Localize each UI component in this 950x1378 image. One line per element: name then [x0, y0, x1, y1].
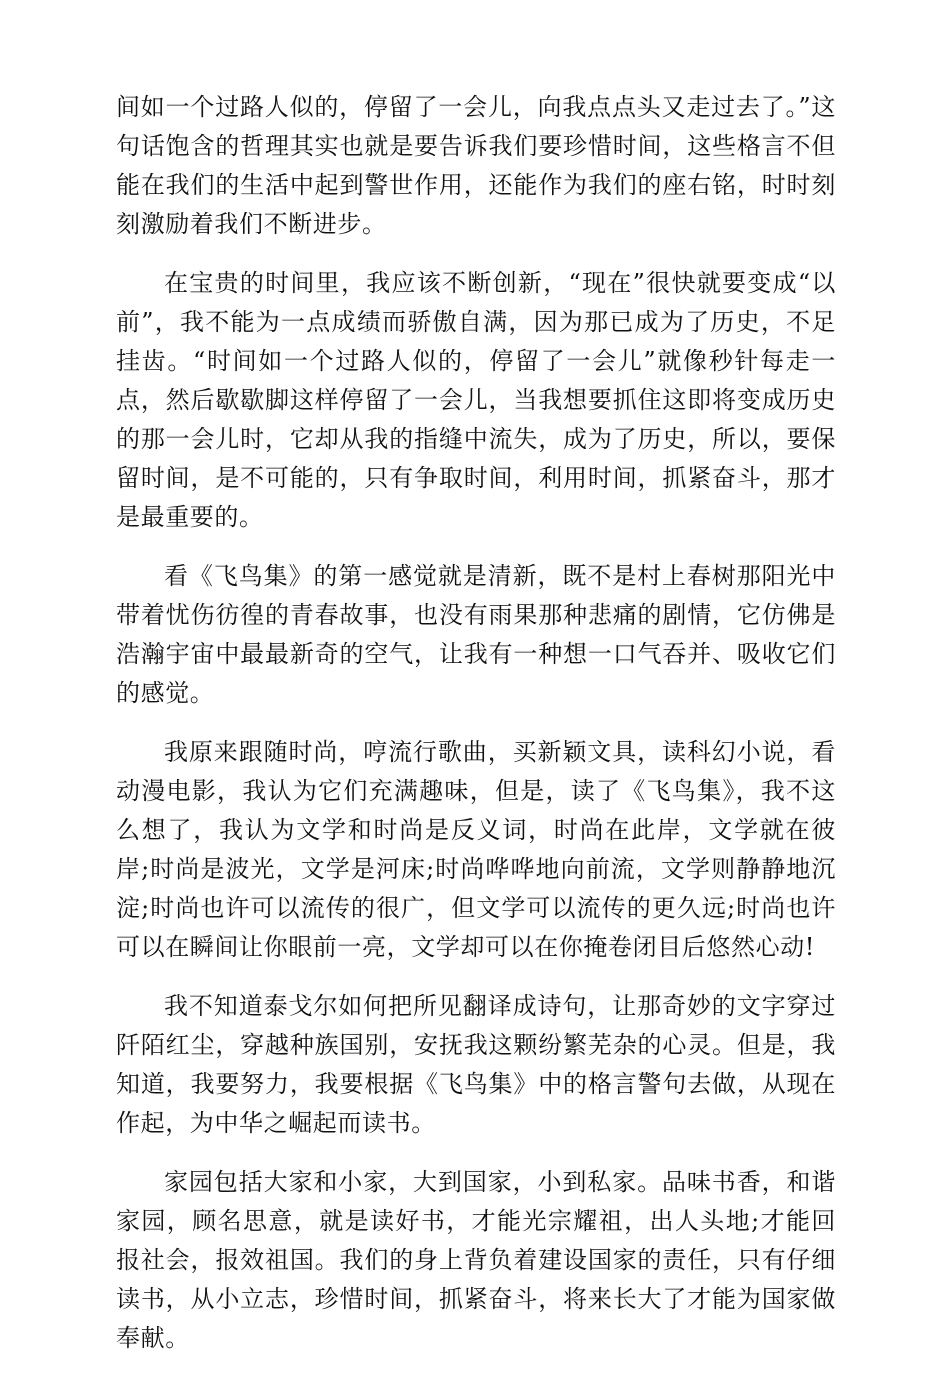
- paragraph-4: 我原来跟随时尚，哼流行歌曲，买新颖文具，读科幻小说，看动漫电影，我认为它们充满趣味，但是，读了《飞鸟集》，我不这么想了，我认为文学和时尚是反义词，时尚在此岸，文学就在彼岸;时尚是波光，文学是河床;时尚哗哗地向前流，文学则静静地沉淀;时尚也许可以流传的很广，但文学可以流传的更久远;时尚也许可以在瞬间让你眼前一亮，文学却可以在你掩卷闭目后悠然心动!: [116, 738, 836, 961]
- paragraph-6: 家园包括大家和小家，大到国家，小到私家。品味书香，和谐家园，顾名思意，就是读好书，才能光宗耀祖，出人头地;才能回报社会，报效祖国。我们的身上背负着建设国家的责任，只有仔细读书，从小立志，珍惜时间，抓紧奋斗，将来长大了才能为国家做奉献。: [116, 1168, 836, 1352]
- paragraph-3: 看《飞鸟集》的第一感觉就是清新，既不是村上春树那阳光中带着忧伤彷徨的青春故事，也没有雨果那种悲痛的剧情，它仿佛是浩瀚宇宙中最最新奇的空气，让我有一种想一口气吞并、吸收它们的感觉。: [116, 562, 836, 707]
- paragraph-1: 间如一个过路人似的，停留了一会儿，向我点点头又走过去了。”这句话饱含的哲理其实也就是要告诉我们要珍惜时间，这些格言不但能在我们的生活中起到警世作用，还能作为我们的座右铭，时时刻刻激励着我们不断进步。: [116, 93, 836, 238]
- paragraph-5: 我不知道泰戈尔如何把所见翻译成诗句，让那奇妙的文字穿过阡陌红尘，穿越种族国别，安抚我这颗纷繁芜杂的心灵。但是，我知道，我要努力，我要根据《飞鸟集》中的格言警句去做，从现在作起，为中华之崛起而读书。: [116, 992, 836, 1137]
- paragraph-2: 在宝贵的时间里，我应该不断创新，“现在”很快就要变成“以前”，我不能为一点成绩而骄傲自满，因为那已成为了历史，不足挂齿。“时间如一个过路人似的，停留了一会儿”就像秒针每走一点，然后歇歇脚这样停留了一会儿，当我想要抓住这即将变成历史的那一会儿时，它却从我的指缝中流失，成为了历史，所以，要保留时间，是不可能的，只有争取时间，利用时间，抓紧奋斗，那才是最重要的。: [116, 269, 836, 531]
- document-page: [116, 88, 836, 1378]
